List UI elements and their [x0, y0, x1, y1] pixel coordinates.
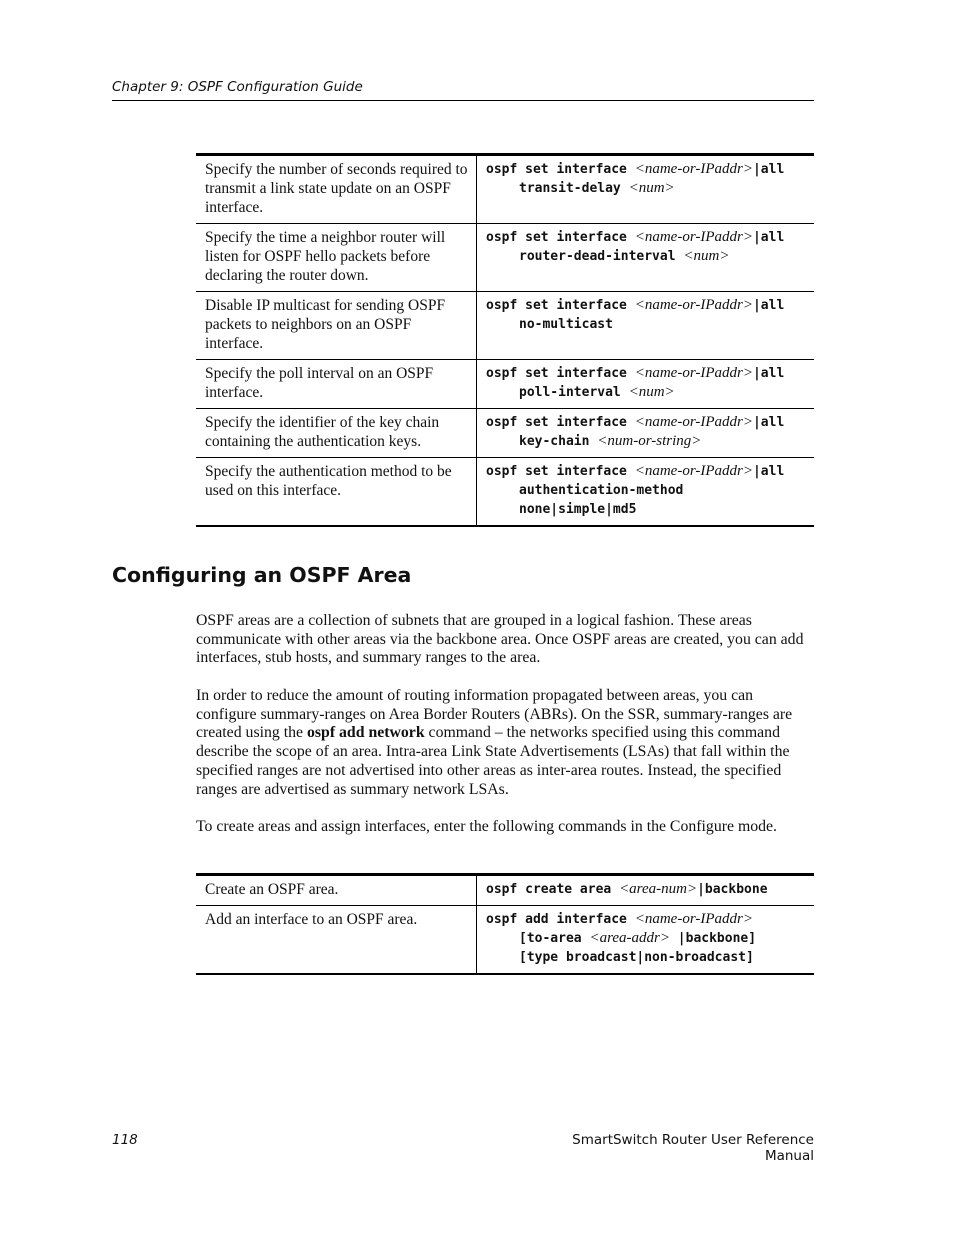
row-command: ospf create area <area-num>|backbone	[477, 875, 815, 906]
table-row	[196, 224, 814, 292]
table-row	[196, 360, 814, 409]
table-row	[196, 409, 814, 458]
paragraph-instructions: To create areas and assign interfaces, enter the following commands in the Configure mode.	[196, 818, 777, 835]
row-description: Specify the time a neighbor router will listen for OSPF hello packets before declaring the router down.	[196, 224, 477, 292]
manual-title: SmartSwitch Router User Reference Manual	[572, 1132, 814, 1164]
row-description: Disable IP multicast for sending OSPF packets to neighbors on an OSPF interface.	[196, 292, 477, 360]
row-command: ospf set interface <name-or-IPaddr>|all authentication-method none|simple|md5	[477, 458, 815, 527]
paragraph-areas-intro: OSPF areas are a collection of subnets that are grouped in a logical fashion. These areas communicate with other areas via the backbone area. Once OSPF areas are created, you can add interfaces, stub hosts, and summary ranges to the area.	[196, 612, 804, 667]
row-command: ospf set interface <name-or-IPaddr>|all key-chain <num-or-string>	[477, 409, 815, 458]
table-row	[196, 906, 814, 975]
row-description: Create an OSPF area.	[196, 875, 477, 906]
paragraph-summary-ranges: In order to reduce the amount of routing information propagated between areas, you can configure summary-ranges on Area Border Routers (ABRs). On the SSR, summary-ranges are created using the ospf add network command – the networks specified using this command describe the scope of an area. Intra-area Link State Advertisements (LSAs) that fall within the specified ranges are not advertised into other areas as inter-area routes. Instead, the specified ranges are advertised as summary network LSAs.	[196, 687, 793, 798]
section-heading: Configuring an OSPF Area	[112, 563, 412, 587]
row-description: Specify the number of seconds required to transmit a link state update on an OSPF interface.	[196, 155, 477, 224]
row-description: Specify the identifier of the key chain containing the authentication keys.	[196, 409, 477, 458]
area-commands-table	[196, 873, 814, 975]
table-row	[196, 155, 814, 224]
interface-parameters-table	[196, 153, 814, 527]
running-title: Chapter 9: OSPF Configuration Guide	[112, 79, 363, 95]
table-row	[196, 292, 814, 360]
command-reference: ospf add network	[306, 724, 425, 742]
row-description: Add an interface to an OSPF area.	[196, 906, 477, 975]
row-command: ospf set interface <name-or-IPaddr>|all poll-interval <num>	[477, 360, 815, 409]
row-command: ospf set interface <name-or-IPaddr>|all router-dead-interval <num>	[477, 224, 815, 292]
table-row	[196, 875, 814, 906]
table-row	[196, 458, 814, 527]
page-number: 118	[112, 1132, 138, 1148]
row-description: Specify the poll interval on an OSPF interface.	[196, 360, 477, 409]
row-command: ospf set interface <name-or-IPaddr>|all transit-delay <num>	[477, 155, 815, 224]
row-command: ospf add interface <name-or-IPaddr> [to-area <area-addr> |backbone] [type broadcast|non-broadcast]	[477, 906, 815, 975]
row-command: ospf set interface <name-or-IPaddr>|all no-multicast	[477, 292, 815, 360]
running-header	[112, 79, 814, 101]
row-description: Specify the authentication method to be used on this interface.	[196, 458, 477, 527]
